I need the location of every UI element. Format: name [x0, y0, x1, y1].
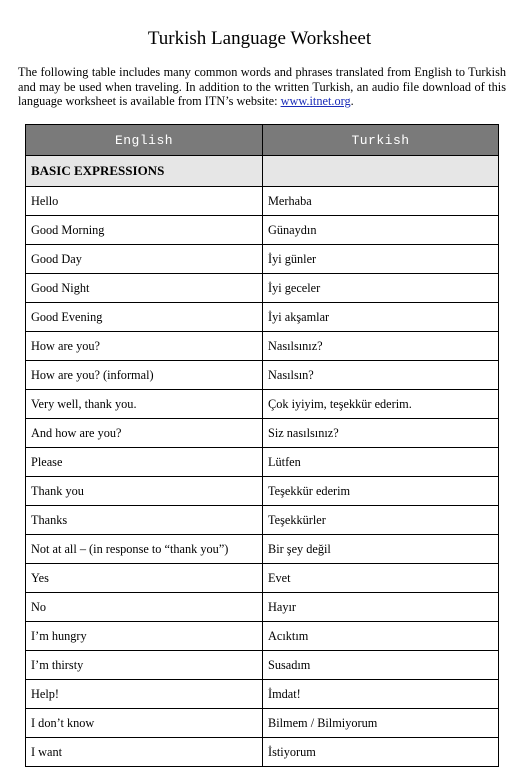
- turkish-cell: Teşekkür ederim: [263, 477, 499, 506]
- english-cell: Very well, thank you.: [26, 390, 263, 419]
- table-row: [26, 535, 499, 564]
- turkish-cell: Evet: [263, 564, 499, 593]
- section-title: BASIC EXPRESSIONS: [26, 156, 263, 187]
- english-cell: Hello: [26, 187, 263, 216]
- intro-text: The following table includes many common words and phrases translated from English to Turkish and may be used when traveling. In addition to the written Turkish, an audio file download of this language worksheet is available from ITN’s website:: [18, 65, 506, 108]
- turkish-cell: Teşekkürler: [263, 506, 499, 535]
- english-cell: Good Evening: [26, 303, 263, 332]
- table-row: [26, 332, 499, 361]
- english-cell: I don’t know: [26, 709, 263, 738]
- turkish-cell: İyi akşamlar: [263, 303, 499, 332]
- turkish-cell: İyi geceler: [263, 274, 499, 303]
- table-row: [26, 564, 499, 593]
- turkish-cell: Çok iyiyim, teşekkür ederim.: [263, 390, 499, 419]
- turkish-cell: Nasılsın?: [263, 361, 499, 390]
- table-row: [26, 303, 499, 332]
- table-row: [26, 738, 499, 767]
- english-cell: I want: [26, 738, 263, 767]
- turkish-cell: Siz nasılsınız?: [263, 419, 499, 448]
- english-cell: Good Night: [26, 274, 263, 303]
- turkish-cell: Susadım: [263, 651, 499, 680]
- page-title: Turkish Language Worksheet: [147, 28, 372, 49]
- turkish-cell: Merhaba: [263, 187, 499, 216]
- itn-website-link[interactable]: www.itnet.org: [280, 94, 351, 108]
- table-row: [26, 245, 499, 274]
- english-cell: And how are you?: [26, 419, 263, 448]
- table-row: [26, 593, 499, 622]
- table-row: [26, 506, 499, 535]
- table-row: [26, 477, 499, 506]
- english-cell: I’m thirsty: [26, 651, 263, 680]
- table-row: [26, 622, 499, 651]
- english-cell: Please: [26, 448, 263, 477]
- table-row: [26, 216, 499, 245]
- table-row: [26, 680, 499, 709]
- intro-paragraph: [18, 65, 506, 109]
- header-turkish: Turkish: [263, 125, 499, 156]
- english-cell: Good Morning: [26, 216, 263, 245]
- table-row: [26, 361, 499, 390]
- turkish-cell: Bir şey değil: [263, 535, 499, 564]
- turkish-cell: Hayır: [263, 593, 499, 622]
- english-cell: Not at all – (in response to “thank you”): [26, 535, 263, 564]
- intro-end: .: [350, 94, 354, 108]
- english-cell: No: [26, 593, 263, 622]
- table-row: [26, 419, 499, 448]
- table-body: [26, 187, 499, 767]
- table-row: [26, 448, 499, 477]
- english-cell: How are you? (informal): [26, 361, 263, 390]
- turkish-cell: Lütfen: [263, 448, 499, 477]
- phrase-table: [25, 124, 499, 767]
- turkish-cell: İyi günler: [263, 245, 499, 274]
- table-row: [26, 390, 499, 419]
- table-row: [26, 709, 499, 738]
- header-english: English: [26, 125, 263, 156]
- english-cell: How are you?: [26, 332, 263, 361]
- table-header-row: [26, 125, 499, 156]
- turkish-cell: İstiyorum: [263, 738, 499, 767]
- turkish-cell: Günaydın: [263, 216, 499, 245]
- english-cell: I’m hungry: [26, 622, 263, 651]
- turkish-cell: Acıktım: [263, 622, 499, 651]
- turkish-cell: Bilmem / Bilmiyorum: [263, 709, 499, 738]
- english-cell: Thank you: [26, 477, 263, 506]
- section-empty-cell: [263, 156, 499, 187]
- section-row: [26, 156, 499, 187]
- table-row: [26, 274, 499, 303]
- english-cell: Help!: [26, 680, 263, 709]
- table-row: [26, 187, 499, 216]
- table-row: [26, 651, 499, 680]
- english-cell: Yes: [26, 564, 263, 593]
- turkish-cell: İmdat!: [263, 680, 499, 709]
- turkish-cell: Nasılsınız?: [263, 332, 499, 361]
- english-cell: Thanks: [26, 506, 263, 535]
- english-cell: Good Day: [26, 245, 263, 274]
